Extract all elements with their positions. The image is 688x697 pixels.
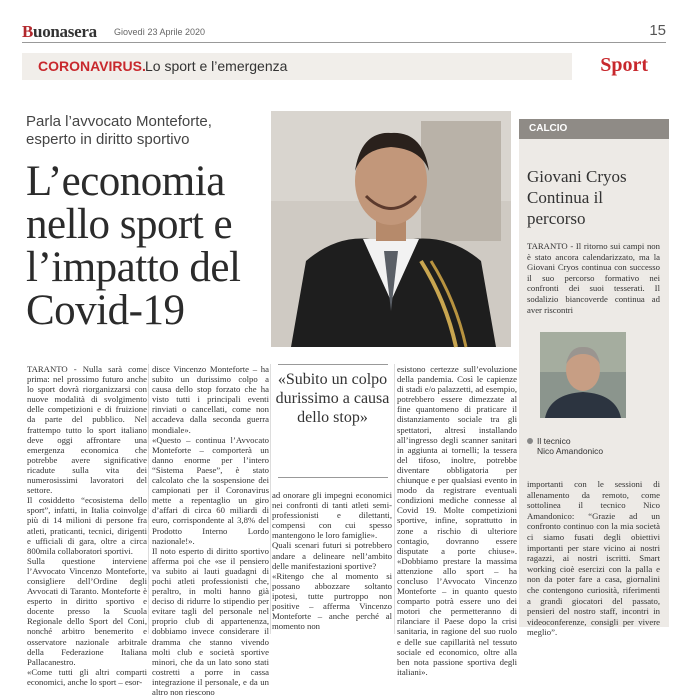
kicker-band <box>22 53 572 80</box>
coach-portrait-photo <box>540 332 626 418</box>
masthead-logo: Buonasera <box>22 22 97 41</box>
article-column-3: ad onorare gli impegni economici nei confronti di tanti atleti semi-professionisti e dilettanti, compensi con cui spesso mantengono le loro famiglie». Quali scenari futuri si potrebbero andare a delineare nell’ambito delle manifestazioni sportive? «Ritengo che al momento si possano abbozzare soltanto ipotesi, tutte purtroppo non positive – afferma Vincenzo Monteforte – anche perché al momento non <box>272 490 392 632</box>
article-deck: Parla l’avvocato Monteforte, esperto in diritto sportivo <box>26 113 212 148</box>
section-label: Sport <box>600 54 648 76</box>
column-divider <box>270 364 271 634</box>
pullquote: «Subito un colpo durissimo a causa dello stop» <box>275 371 390 426</box>
kicker-text: Lo sport e l’emergenza <box>145 58 288 74</box>
sidebar-body-1: TARANTO - Il ritorno sui campi non è stato ancora calendarizzato, ma la Giovani Cryos continua con successo il suo percorso formativo nei confronti dei suoi tesserati. Il sodalizio biancoverde continua ad aver riscontri <box>527 241 660 315</box>
page-number: 15 <box>649 22 666 39</box>
article-headline: L’economia nello sport e l’impatto del Covid-19 <box>26 158 241 334</box>
pullquote-rule <box>278 477 388 478</box>
sidebar-title: Giovani Cryos Continua il percorso <box>527 167 627 228</box>
sidebar-tab <box>519 119 669 139</box>
pullquote-rule <box>278 364 388 365</box>
header-rule <box>22 42 666 43</box>
sidebar-body-2: importanti con le sessioni di allenamento da remoto, come sottolinea il tecnico Nico Amandonico: “Grazie ad un confronto continuo con la mia società ci siamo fusati degli obiettivi importanti per stare vicino ai nostri ragazzi, ai nostri iscritti. Smart working cioè esercizi con la palla e non da poter fare a casa, giornalini che contengono curiosità, riferimenti a grandi giocatori del passato, pensieri del nostro staff, incontri in videoconferenze, consigli per vivere meglio”. <box>527 479 660 638</box>
kicker-tag: CORONAVIRUS. <box>38 58 146 74</box>
article-column-2: disce Vincenzo Monteforte – ha subito un durissimo colpo a causa dello stop forzato che ha visto tutti i principali eventi rinviati o cancellati, come non accadeva dalla seconda guerra mondiale». «Questo – continua l’Avvocato Monteforte – comporterà un danno enorme per l’intero “Sistema Paese”, è stato calcolato che la sospensione dei campionati per il Coronavirus mette a repentaglio un giro d’affari di circa 60 miliardi di euro, corrispondente al 3,8% del Prodotto Interno Lordo nazionale!». Il noto esperto di diritto sportivo afferma poi che «se il pensiero va subito ai lauti guadagni di pochi atleti professionisti che, peraltro, in molti hanno già deciso di ridurre lo stipendio per evitare tagli del personale nel proprio club di appartenenza, dobbiamo invece considerare il dramma che stanno vivendo molti club e società sportive minori, che da un lato sono stati costretti a porre in cassa integrazione il personale, e da un altro non riescono <box>152 364 269 697</box>
article-column-1: TARANTO - Nulla sarà come prima: nel prossimo futuro anche lo sport dovrà riorganizzarsi con nuove modalità di svolgimento delle competizioni e di fruizione da parte del pubblico. Nel frattempo tutto lo sport italiano deve oggi affrontare una emergenza economica che potrebbe avere significative ricadute sulla vita dei numerosissimi lavoratori del settore. Il cosiddetto “ecosistema dello sport”, infatti, in Italia coinvolge più di 14 milioni di persone fra atleti, praticanti, tecnici, dirigenti e ufficiali di gara, oltre a circa 800mila collaboratori sportivi. Sulla questione interviene l’Avvocato Vincenzo Monteforte, consigliere dell’Ordine degli Avvocati di Taranto. Monteforte è esperto in diritto sportivo e docente presso la Scuola Regionale dello Sport del Coni, nonché arbitro benemerito e osservatore nazionale arbitrale della Federazione Italiana Pallacanestro. «Come tutti gli altri comparti economici, anche lo sport – esor- <box>27 364 147 687</box>
column-divider <box>394 364 395 634</box>
lawyer-portrait-photo <box>271 111 511 347</box>
sidebar-tab-label: CALCIO <box>529 123 568 134</box>
column-divider <box>148 364 149 634</box>
photo-caption: Il tecnico Nico Amandonico <box>527 436 657 456</box>
issue-date: Giovedì 23 Aprile 2020 <box>114 27 206 37</box>
article-column-4: esistono certezze sull’evoluzione della pandemia. Così le capienze di stadi e/o palazzetti, ad esempio, potrebbero essere dimezzate al fine quantomeno di praticare il distanziamento sociale tra gli spettatori, altresì installando all’ingresso degli scanner sanitari in aggiunta ai tornelli; la tessera del tifoso, inoltre, potrebbe diventare obbligatoria per chiunque e per qualsiasi evento in modo da registrare eventuali condizioni mediche connesse al Covid 19. Molte competizioni sportive, infine, soprattutto in zone a rischio di ulteriore contagio, dovranno essere disputate a porte chiuse». «Dobbiamo prestare la massima attenzione allo sport – ha concluso l’Avvocato Vincenzo Monteforte – in quanto questo comparto potrà essere uno dei motori che permetteranno di rilanciare il Paese dopo la crisi sanitaria, in ragione del suo ruolo e delle sue capillarità nel tessuto sociale ed economico, oltre alla ben nota passione sportiva degli italiani». <box>397 364 517 677</box>
bullet-icon <box>527 438 533 444</box>
